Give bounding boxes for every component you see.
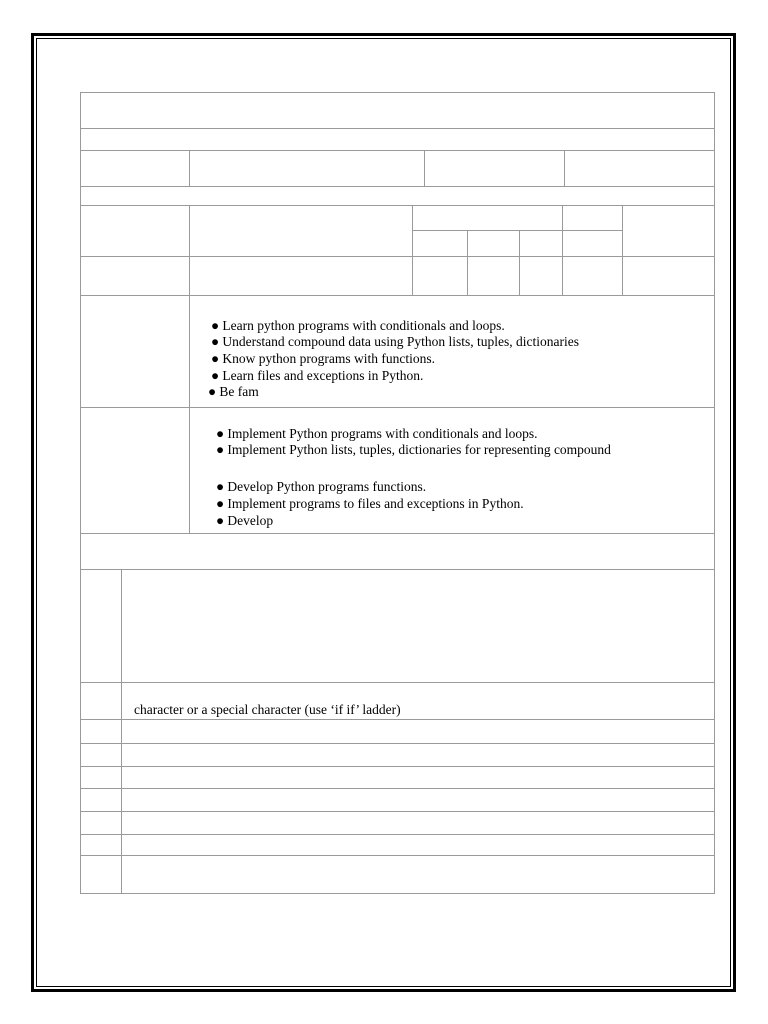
row-divider: [80, 205, 715, 206]
col-divider: [467, 230, 468, 296]
row-divider: [80, 719, 715, 720]
list-item: ● Implement programs to files and exceptions in Python.: [216, 496, 524, 511]
list-item: ● Implement Python lists, tuples, dictionaries for representing compound: [216, 442, 611, 457]
list-item: ● Know python programs with functions.: [211, 351, 435, 366]
row-divider: [80, 811, 715, 812]
list-item: ● Develop Python programs functions.: [216, 479, 427, 494]
col-divider: [622, 205, 623, 296]
row-divider: [80, 407, 715, 408]
list-item: ● Develop: [216, 513, 274, 528]
col-divider: [564, 150, 565, 187]
row-divider: [80, 256, 715, 257]
row-divider: [80, 855, 715, 856]
table-border-bottom: [80, 893, 715, 894]
col-divider: [424, 150, 425, 187]
row-divider: [80, 186, 715, 187]
table-border-left: [80, 92, 81, 894]
col-divider: [412, 205, 413, 296]
col-divider: [189, 205, 190, 534]
list-item: ● Learn python programs with conditionals and loops.: [211, 318, 505, 333]
row-divider: [80, 295, 715, 296]
row-divider: [80, 682, 715, 683]
row-divider: [80, 569, 715, 570]
col-divider: [189, 150, 190, 187]
row-divider: [80, 128, 715, 129]
row-divider: [80, 533, 715, 534]
col-divider: [519, 230, 520, 296]
row-divider: [80, 766, 715, 767]
experiment-text: character or a special character (use ‘if if’ ladder): [134, 702, 401, 717]
col-divider: [121, 569, 122, 894]
table-border-top: [80, 92, 715, 93]
row-divider: [80, 150, 715, 151]
list-item: ● Be fam: [208, 384, 259, 399]
list-item: ● Understand compound data using Python lists, tuples, dictionaries: [211, 334, 579, 349]
row-divider: [412, 230, 622, 231]
row-divider: [80, 743, 715, 744]
list-item: ● Implement Python programs with conditionals and loops.: [216, 426, 538, 441]
row-divider: [80, 834, 715, 835]
col-divider: [562, 205, 563, 296]
table-border-right: [714, 92, 715, 894]
row-divider: [80, 788, 715, 789]
list-item: ● Learn files and exceptions in Python.: [211, 368, 424, 383]
